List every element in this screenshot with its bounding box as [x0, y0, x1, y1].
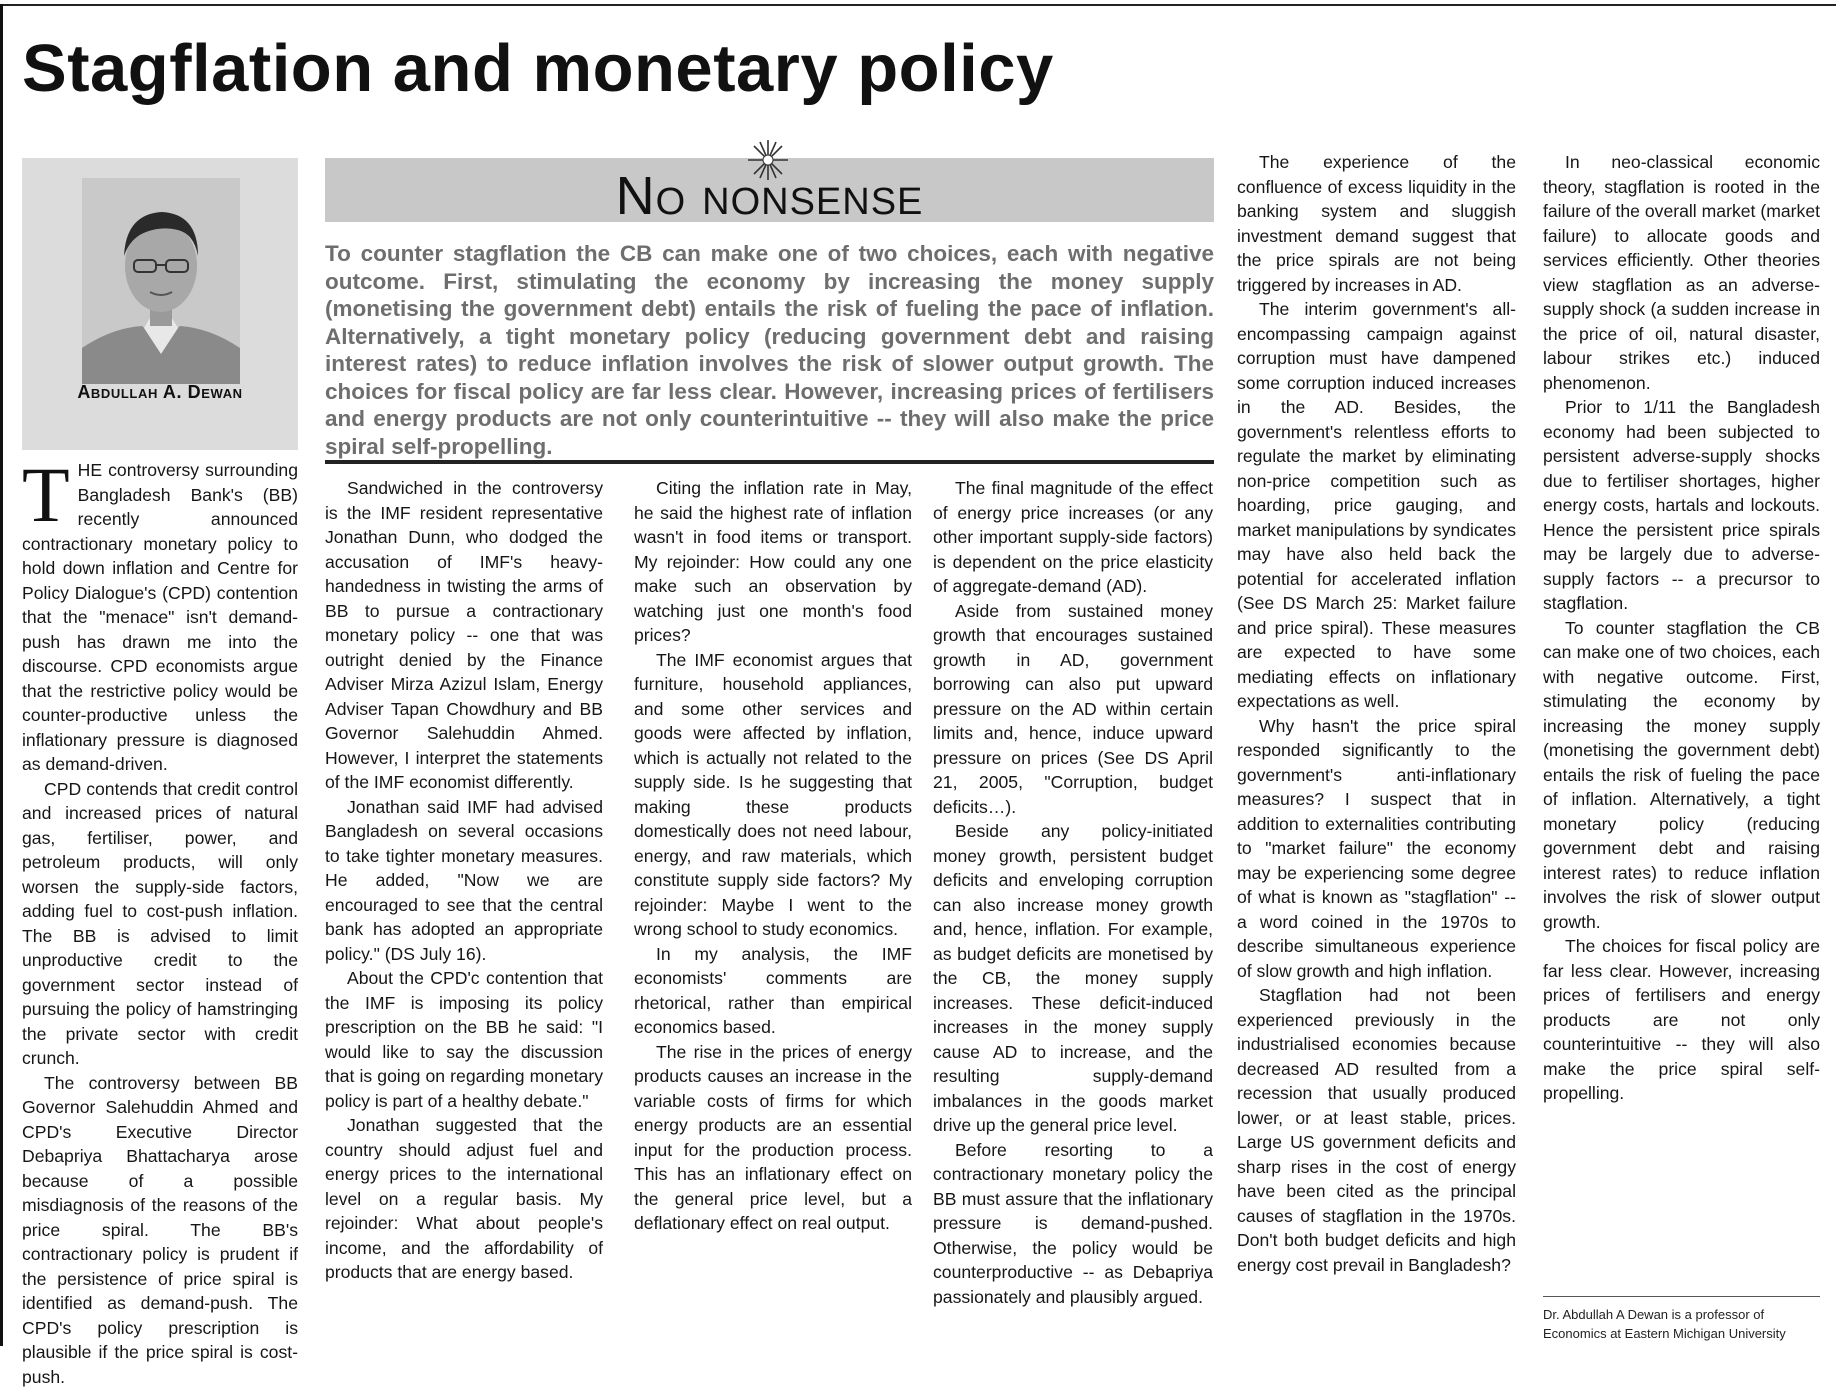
article-column-6 — [1543, 150, 1820, 1106]
drop-cap: T — [22, 464, 70, 526]
article-paragraph: Sandwiched in the controversy is the IMF resident representative Jonathan Dunn, who dodged the accusation of IMF's heavy-handedness in twisting the arms of BB to pursue a contractionary monetary policy -- one that was outright denied by the Finance Adviser Mirza Azizul Islam, Energy Adviser Tapan Chowdhury and BB Governor Salehuddin Ahmed. However, I interpret the statements of the IMF economist differently. — [325, 476, 603, 795]
article-paragraph: About the CPD'c contention that the IMF is imposing its policy prescription on the BB he said: "I would like to say the discussion that is going on regarding monetary policy is part of a healthy debate." — [325, 966, 603, 1113]
left-rule — [0, 4, 3, 1346]
article-paragraph: Citing the inflation rate in May, he said the highest rate of inflation wasn't in food items or transport. My rejoinder: How could any one make such an observation by watching just one month's food prices? — [634, 476, 912, 648]
lead-paragraph — [22, 458, 298, 777]
article-paragraph: The interim government's all-encompassing campaign against corruption must have dampened some corruption induced increases in the AD. Besides, the government's relentless efforts to regulate the market by eliminating non-price competition such as hoarding, price gauging, and market manipulations by syndicates may have also held back the potential for accelerated inflation (See DS March 25: Market failure and price spiral). These measures are expected to have some mediating effects on inflationary expectations as well. — [1237, 297, 1516, 714]
author-box — [22, 158, 298, 450]
article-paragraph: The choices for fiscal policy are far less clear. However, increasing prices of fertilisers and energy products are not only counterintuitive -- they will also make the price spiral self-propelling. — [1543, 934, 1820, 1106]
column-title — [325, 166, 1214, 226]
article-paragraph: The IMF economist argues that furniture, household appliances, and some other services and goods were affected by inflation, which is actually not related to the supply side. Is he suggesting that making these products domestically does not need labour, energy, and raw materials, which constitute supply side factors? My rejoinder: Maybe I went to the wrong school to study economics. — [634, 648, 912, 942]
article-column-5 — [1237, 150, 1516, 1277]
article-paragraph: The rise in the prices of energy products causes an increase in the variable costs of firms for which energy products are an essential input for the production process. This has an inflationary effect on the general price level, but a deflationary effect on real output. — [634, 1040, 912, 1236]
article-column-3 — [634, 476, 912, 1236]
pullquote-rule — [325, 460, 1214, 464]
column-title-text: No nonsense — [616, 166, 924, 226]
article-paragraph: Why hasn't the price spiral responded significantly to the government's anti-inflationary measures? I suspect that in addition to externalities contributing to "market failure" the economy may be experiencing some degree of what is known as "stagflation" -- a word coined in the 1970s to describe simultaneous experience of slow growth and high inflation. — [1237, 714, 1516, 984]
article-paragraph: Aside from sustained money growth that encourages sustained growth in AD, government borrowing can also put upward pressure on the AD within certain limits and, hence, induce upward pressure on prices (See DS April 21, 2005, "Corruption, budget deficits…). — [933, 599, 1213, 820]
article-column-2 — [325, 476, 603, 1285]
article-paragraph: Prior to 1/11 the Bangladesh economy had been subjected to persistent adverse-supply shocks due to fertiliser shortages, higher energy costs, hartals and lockouts. Hence the persistent price spirals may be largely due to adverse-supply factors -- a precursor to stagflation. — [1543, 395, 1820, 616]
article-paragraph: Jonathan suggested that the country should adjust fuel and energy prices to the international level on a regular basis. My rejoinder: What about people's income, and the affordability of products that are energy based. — [325, 1113, 603, 1285]
article-paragraph: In neo-classical economic theory, stagflation is rooted in the failure of the overall market (market failure) to allocate goods and services efficiently. Other theories view stagflation as an adverse-supply shock (a sudden increase in the price of oil, natural disaster, labour strikes etc.) induced phenomenon. — [1543, 150, 1820, 395]
article-column-4 — [933, 476, 1213, 1309]
headline: Stagflation and monetary policy — [22, 30, 1054, 107]
author-portrait-image — [82, 178, 240, 384]
signature-rule — [1543, 1296, 1820, 1297]
article-paragraph: In my analysis, the IMF economists' comments are rhetorical, rather than empirical economics based. — [634, 942, 912, 1040]
article-paragraph: The final magnitude of the effect of energy price increases (or any other important supply-side factors) is dependent on the price elasticity of aggregate-demand (AD). — [933, 476, 1213, 599]
article-paragraph: CPD contends that credit control and increased prices of natural gas, fertiliser, power, and petroleum products, will only worsen the supply-side factors, adding fuel to cost-push inflation. The BB is advised to limit unproductive credit to the government sector instead of pursuing the policy of hamstringing the private sector with credit crunch. — [22, 777, 298, 1071]
article-paragraph: Jonathan said IMF had advised Bangladesh on several occasions to take tighter monetary measures. He added, "Now we are encouraged to see that the central bank has adopted an appropriate policy." (DS July 16). — [325, 795, 603, 967]
top-rule — [0, 4, 1836, 6]
article-paragraph: The controversy between BB Governor Salehuddin Ahmed and CPD's Executive Director Debapriya Bhattacharya arose because of a possible misdiagnosis of the reasons of the price spiral. The BB's contractionary policy is prudent if the persistence of price spiral is identified as demand-push. The CPD's policy prescription is plausible if the price spiral is cost-push. — [22, 1071, 298, 1389]
article-column-1 — [22, 458, 298, 1389]
article-paragraph: The experience of the confluence of excess liquidity in the banking system and sluggish investment demand suggest that the price spirals are not being triggered by increases in AD. — [1237, 150, 1516, 297]
author-name: Abdullah A. Dewan — [22, 382, 298, 403]
pullquote: To counter stagflation the CB can make one of two choices, each with negative outcome. First, stimulating the economy by increasing the money supply (monetising the government debt) entails the risk of fueling the pace of inflation. Alternatively, a tight monetary policy (reducing government debt and raising interest rates) to reduce inflation involves the risk of slower output growth. The choices for fiscal policy are far less clear. However, increasing prices of fertilisers and energy products are not only counterintuitive -- they will also make the price spiral self-propelling. — [325, 240, 1214, 460]
author-photo — [82, 178, 240, 384]
article-paragraph: Before resorting to a contractionary monetary policy the BB must assure that the inflationary pressure is demand-pushed. Otherwise, the policy would be counterproductive -- as Debapriya passionately and plausibly argued. — [933, 1138, 1213, 1310]
article-paragraph: To counter stagflation the CB can make one of two choices, each with negative outcome. First, stimulating the economy by increasing the money supply (monetising the government debt) entails the risk of fueling the pace of inflation. Alternatively, a tight monetary policy (reducing government debt and raising interest rates) to reduce inflation involves the risk of slower output growth. — [1543, 616, 1820, 935]
article-paragraph: Beside any policy-initiated money growth, persistent budget deficits and enveloping corruption can also increase money growth and, hence, inflation. For example, as budget deficits are monetised by the CB, the money supply increases. These deficit-induced increases in the money supply cause AD to increase, and the resulting supply-demand imbalances in the goods market drive up the general price level. — [933, 819, 1213, 1138]
article-paragraph: Stagflation had not been experienced previously in the industrialised economies because decreased AD resulted from a recession that usually produced lower, or at least stable, prices. Large US government deficits and sharp rises in the cost of energy have been cited as the principal causes of stagflation in the 1970s. Don't both budget deficits and high energy cost prevail in Bangladesh? — [1237, 983, 1516, 1277]
lead-text: HE controversy surrounding Bangladesh Bank's (BB) recently announced contractionary monetary policy to hold down inflation and Centre for Policy Dialogue's (CPD) contention that the "menace" isn't demand-push has drawn me into the discourse. CPD economists argue that the restrictive policy would be counter-productive unless the inflationary pressure is diagnosed as demand-driven. — [22, 460, 298, 774]
author-bio: Dr. Abdullah A Dewan is a professor of Economics at Eastern Michigan University — [1543, 1305, 1820, 1343]
